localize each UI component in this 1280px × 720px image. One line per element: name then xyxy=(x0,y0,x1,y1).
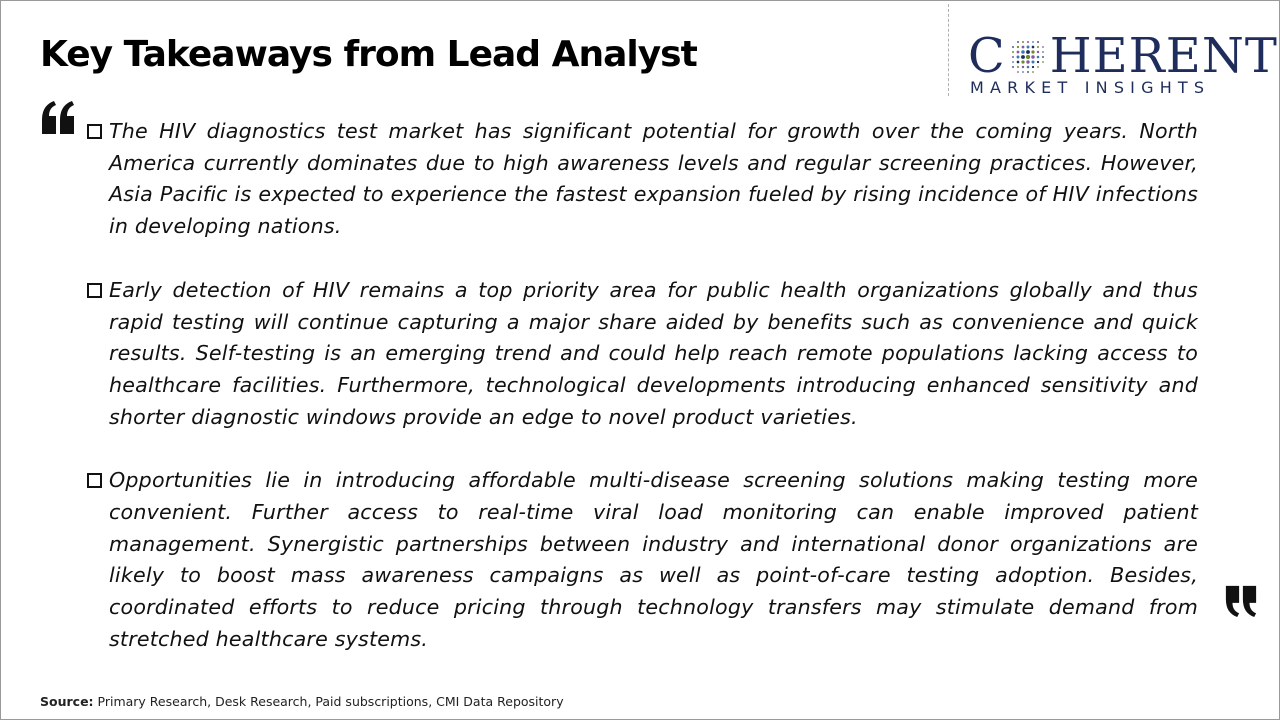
logo-globe-dot xyxy=(1031,55,1034,58)
list-item xyxy=(86,275,1198,434)
logo-letters-rest: HERENT xyxy=(1049,28,1278,84)
logo-globe-dot xyxy=(1026,50,1030,54)
logo-globe-dot xyxy=(1022,41,1024,43)
logo-globe-dot xyxy=(1042,51,1044,53)
logo-globe-dot xyxy=(1016,61,1019,64)
logo-globe-dot xyxy=(1042,46,1044,48)
list-item xyxy=(86,465,1198,655)
logo-globe-dot xyxy=(1012,51,1014,53)
logo-globe-dot xyxy=(1032,71,1034,73)
logo-wordmark xyxy=(968,30,1278,82)
logo-globe-dot xyxy=(1016,56,1019,59)
logo-globe-dot xyxy=(1017,66,1019,68)
page-title: Key Takeaways from Lead Analyst xyxy=(40,34,697,75)
logo-globe-dot xyxy=(1037,46,1039,48)
logo-globe-dot xyxy=(1012,56,1014,58)
logo-globe-dot xyxy=(1017,71,1019,73)
logo-globe-dot xyxy=(1027,71,1029,73)
logo-globe-dot xyxy=(1037,66,1039,68)
list-item-text: Opportunities lie in introducing affordable multi-disease screening solutions making testing more convenient. Further access to real-time viral load monitoring can enable improved patient management. Synergistic partnerships between industry and international donor organizations are likely to boost mass awareness campaigns as well as point-of-care testing adoption. Besides, coordinated efforts to reduce pricing through technology transfers may stimulate demand from stretched healthcare systems. xyxy=(109,468,1198,651)
company-logo xyxy=(968,28,1278,100)
logo-globe-dot xyxy=(1036,51,1038,53)
logo-globe-dot xyxy=(1026,55,1030,59)
logo-globe-dot xyxy=(1037,61,1039,63)
logo-globe-dot xyxy=(1031,46,1034,49)
takeaways-list xyxy=(86,116,1198,688)
logo-globe-dot xyxy=(1037,41,1039,43)
logo-globe-icon xyxy=(1006,34,1048,78)
logo-globe-dot xyxy=(1012,61,1014,63)
logo-globe-dot xyxy=(1026,46,1029,49)
logo-globe-dot xyxy=(1012,66,1014,68)
source-note xyxy=(40,694,564,709)
logo-globe-dot xyxy=(1042,56,1044,58)
logo-globe-dot xyxy=(1021,46,1024,49)
logo-tagline: MARKET INSIGHTS xyxy=(970,78,1211,97)
list-item-text: Early detection of HIV remains a top priority area for public health organizations globally and thus rapid testing will continue capturing a major share aided by benefits such as convenience and quick results. Self-testing is an emerging trend and could help reach remote populations lacking access to healthcare facilities. Furthermore, technological developments introducing enhanced sensitivity and shorter diagnostic windows provide an edge to novel product varieties. xyxy=(109,277,1198,429)
logo-globe-dot xyxy=(1032,66,1034,68)
logo-globe-dot xyxy=(1042,61,1044,63)
checkbox-bullet-icon xyxy=(87,283,102,298)
logo-globe-dot xyxy=(1017,41,1019,43)
list-item xyxy=(86,116,1198,243)
logo-globe-dot xyxy=(1021,55,1025,59)
logo-globe-dot xyxy=(1027,41,1029,43)
logo-globe-dot xyxy=(1032,41,1034,43)
logo-globe-dot xyxy=(1021,60,1024,63)
checkbox-bullet-icon xyxy=(87,124,102,139)
logo-globe-dot xyxy=(1031,60,1034,63)
logo-globe-dot xyxy=(1026,60,1029,63)
source-label: Source: xyxy=(40,694,94,709)
logo-globe-dot xyxy=(1026,66,1029,69)
logo-letter-c: C xyxy=(968,28,1006,84)
logo-globe-dot xyxy=(1022,71,1024,73)
logo-globe-dot xyxy=(1031,50,1034,53)
logo-globe-dot xyxy=(1016,51,1019,54)
list-item-text: The HIV diagnostics test market has significant potential for growth over the coming years. North America currently dominates due to high awareness levels and regular screening practices. However, Asia Pacific is expected to experience the fastest expansion fueled by rising incidence of HIV infections in developing nations. xyxy=(109,119,1198,239)
logo-globe-dot xyxy=(1021,50,1025,54)
logo-divider xyxy=(948,4,949,96)
source-text: Primary Research, Desk Research, Paid subscriptions, CMI Data Repository xyxy=(97,694,564,709)
open-quote-icon xyxy=(40,100,76,136)
checkbox-bullet-icon xyxy=(87,473,102,488)
logo-globe-dot xyxy=(1036,56,1039,59)
logo-globe-dot xyxy=(1012,46,1014,48)
close-quote-icon xyxy=(1224,584,1258,618)
logo-globe-dot xyxy=(1017,46,1019,48)
logo-globe-dot xyxy=(1021,66,1023,68)
